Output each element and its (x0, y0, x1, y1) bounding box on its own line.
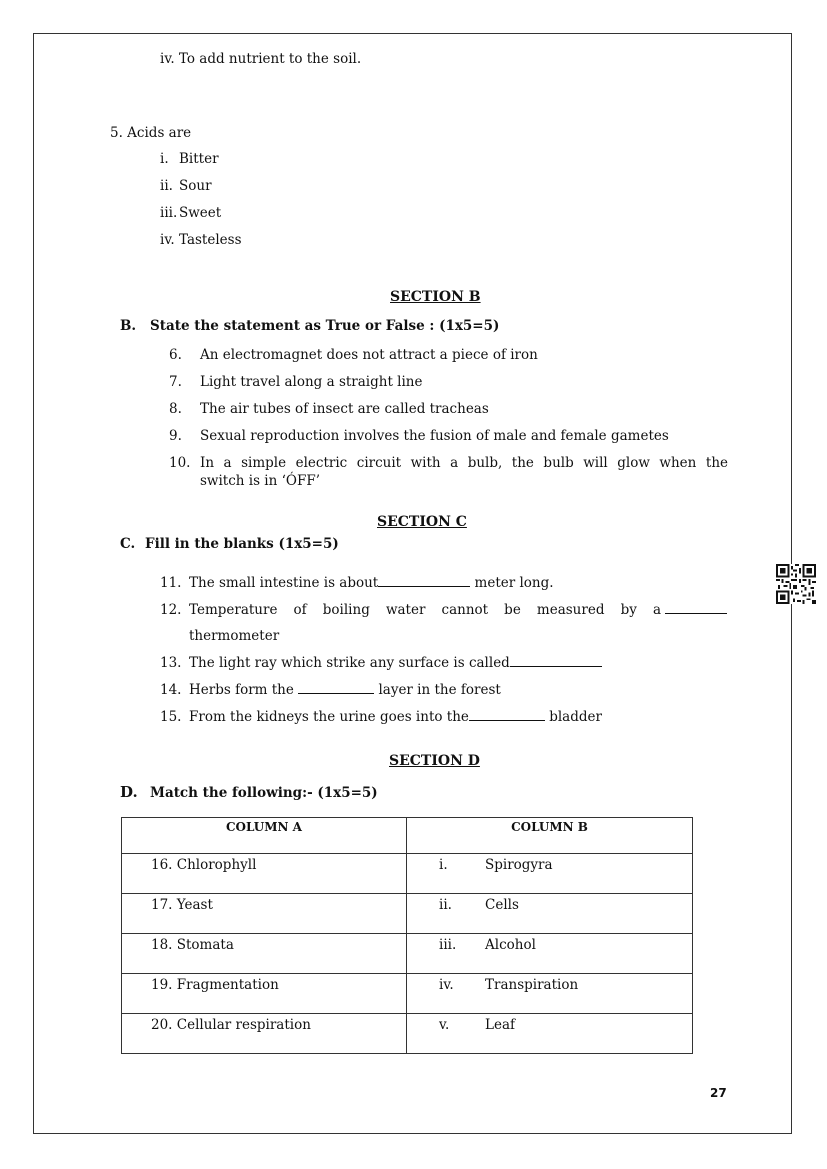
section-b-instruction: B. State the statement as True or False : (1x5=5) (120, 318, 500, 334)
section-c-instruction: C. Fill in the blanks (1x5=5) (120, 536, 339, 552)
question-item-continuation: switch is in ‘ÓFF’ (200, 473, 320, 489)
table-row (122, 854, 693, 894)
column-b-header: COLUMN B (407, 818, 693, 854)
question-item: 9. Sexual reproduction involves the fusion of male and female gametes (169, 428, 669, 444)
q5-stem: 5. Acids are (110, 125, 192, 141)
page-number: 27 (710, 1086, 727, 1100)
question-item: 11. The small intestine is about meter long. (160, 575, 554, 591)
qr-code-icon (776, 564, 816, 604)
column-b-cell: ii. Cells (407, 894, 693, 934)
column-a-cell: 18. Stomata (122, 934, 407, 974)
question-item: 15. From the kidneys the urine goes into the bladder (160, 709, 602, 725)
question-item: 7. Light travel along a straight line (169, 374, 423, 390)
column-a-header: COLUMN A (122, 818, 407, 854)
column-b-cell: iii. Alcohol (407, 934, 693, 974)
question-item: 6. An electromagnet does not attract a piece of iron (169, 347, 538, 363)
section-d-heading: SECTION D (389, 753, 480, 769)
answer-blank[interactable] (510, 654, 602, 667)
answer-blank[interactable] (378, 574, 470, 587)
table-header-row (122, 818, 693, 854)
q4-option-iv: iv. To add nutrient to the soil. (160, 51, 362, 67)
column-a-cell: 17. Yeast (122, 894, 407, 934)
answer-blank[interactable] (665, 601, 727, 614)
question-item: 12. Temperature of boiling water cannot be measured by a (160, 601, 727, 618)
question-item: 14. Herbs form the layer in the forest (160, 682, 501, 698)
column-a-cell: 16. Chlorophyll (122, 854, 407, 894)
column-b-cell: iv. Transpiration (407, 974, 693, 1014)
section-d-instruction: D. Match the following:- (1x5=5) (120, 783, 378, 801)
column-b-cell: v. Leaf (407, 1014, 693, 1054)
table-row (122, 1014, 693, 1054)
q5-option: iii. Sweet (160, 205, 222, 221)
answer-blank[interactable] (469, 708, 545, 721)
column-a-cell: 19. Fragmentation (122, 974, 407, 1014)
column-a-cell: 20. Cellular respiration (122, 1014, 407, 1054)
column-b-cell: i. Spirogyra (407, 854, 693, 894)
table-row (122, 894, 693, 934)
table-row (122, 974, 693, 1014)
answer-blank[interactable] (298, 681, 374, 694)
section-b-heading: SECTION B (390, 289, 481, 305)
q5-option: i. Bitter (160, 151, 219, 167)
question-item: 10. In a simple electric circuit with a bulb, the bulb will glow when the (169, 455, 728, 471)
question-item-continuation: thermometer (189, 628, 280, 644)
question-item: 13. The light ray which strike any surface is called (160, 654, 602, 671)
match-table (121, 817, 693, 1054)
section-c-heading: SECTION C (377, 514, 467, 530)
question-item: 8. The air tubes of insect are called tracheas (169, 401, 489, 417)
table-row (122, 934, 693, 974)
q5-option: iv. Tasteless (160, 232, 242, 248)
q5-option: ii. Sour (160, 178, 212, 194)
